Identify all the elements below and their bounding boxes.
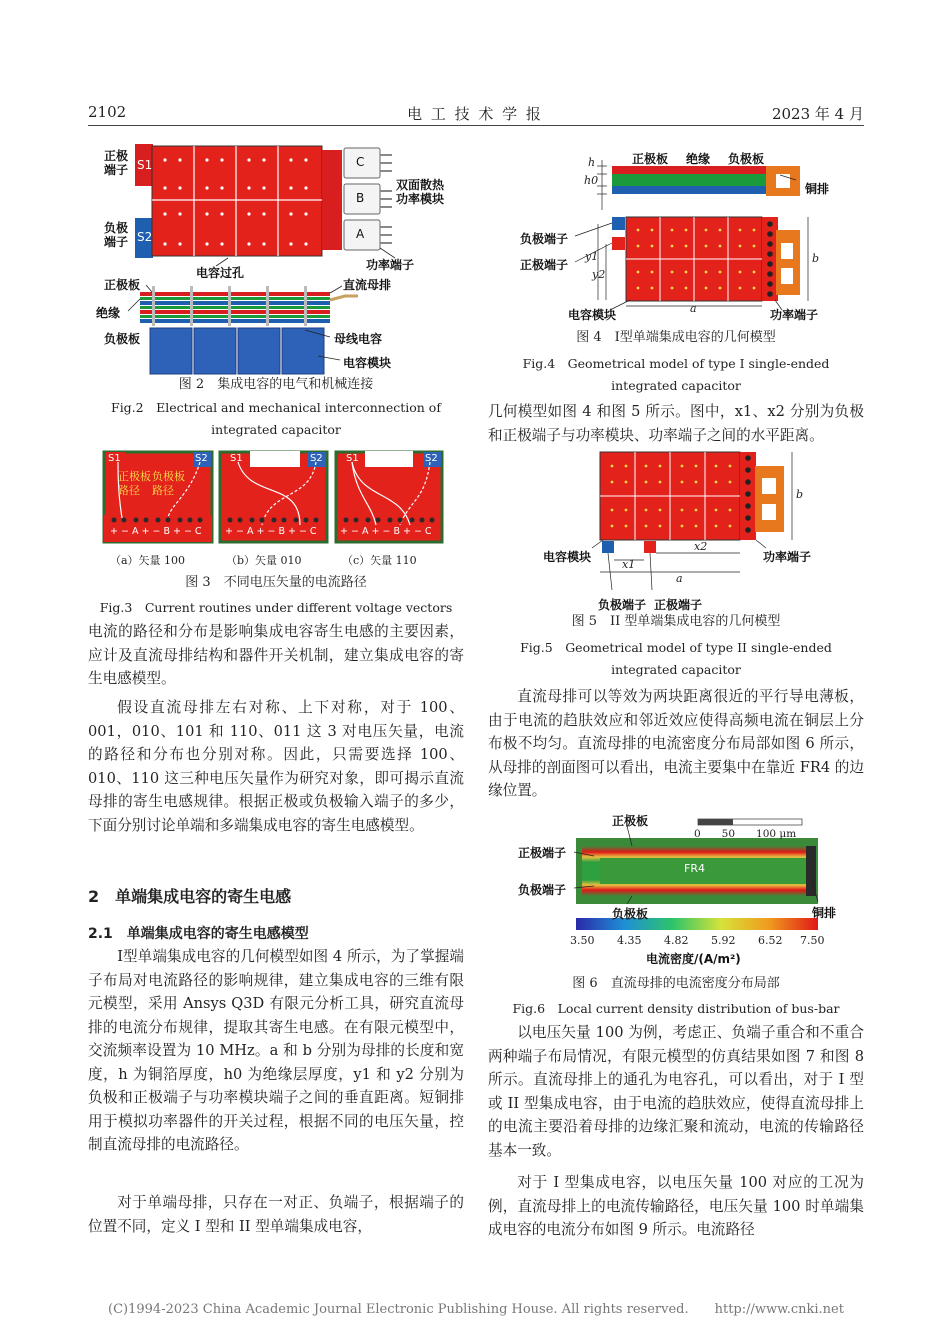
fig4-neg-plate-label: 负极板 xyxy=(728,152,765,166)
fig6-neg-terminal-label: 负极端子 xyxy=(518,883,567,897)
right-paragraph-1: 几何模型如图 4 和图 5 所示。图中，x1、x2 分别为负极和正极端子与功率模块、功率端子之间的水平距离。 xyxy=(488,403,864,444)
fig6-copper-bar-label: 铜排 xyxy=(812,906,837,920)
left-paragraph-2: 假设直流母排左右对称、上下对称，对于 100、001，010、101 和 110、011 这 3 对电压矢量，电流的路径和分布也分别对称。因此，只需要选择 100、010、110 这三种电压矢量作为研究对象，即可揭示直流母排的寄生电感规律。根据正极或负极输入端子的多少，下面分别讨论单端和多端集成电容的寄生电感模型。 xyxy=(88,699,464,834)
fig3-sub-b: （b）矢量 010 xyxy=(226,554,302,567)
fig4-y1-symbol: y1 xyxy=(585,250,599,263)
fig3b-s2: S2 xyxy=(310,453,323,464)
fig2-insulation-label: 绝缘 xyxy=(96,306,121,320)
fig4-h0-symbol: h0 xyxy=(584,174,599,187)
page-number: 2102 xyxy=(88,103,127,121)
double-cooling-label: 双面散热 功率模块 xyxy=(396,178,445,206)
module-c-label: C xyxy=(356,155,365,169)
colorbar-tick: 7.50 xyxy=(800,934,825,947)
power-terminal-label: 功率端子 xyxy=(366,258,415,272)
left-paragraph-3: I型单端集成电容的几何模型如图 4 所示，为了掌握端子布局对电流路径的影响规律，建立集成电容的三维有限元模型，采用 Ansys Q3D 有限元分析工具，研究直流母排的电流分布规律，提取其寄生电感。在有限元模型中，交流频率设置为 10 MHz。a 和 b 分别为母排的长度和宽度，h 为铜箔厚度，h0 为绝缘层厚度，y1 和 y2 分别为负极和正极端子与功率模块端子之间的垂直距离。短铜排用于模拟功率器件的开关过程，根据不同的电压矢量，控制直流母排的电流路径。 xyxy=(88,948,464,1153)
fr4-label: FR4 xyxy=(684,862,705,875)
fig4-h-symbol: h xyxy=(588,156,596,169)
fig3a-terminals: + − A + − B + − C xyxy=(110,526,202,537)
fig2-pos-terminal-label: 正极 端子 xyxy=(104,149,129,177)
module-a-label: A xyxy=(356,227,365,241)
copyright-footer: (C)1994-2023 China Academic Journal Electronic Publishing House. All rights reserved. http://www.cnki.net xyxy=(108,1302,844,1317)
fig3b-terminals: + − A + − B + − C xyxy=(225,526,317,537)
fig5-caption-cn: 图 5 II 型单端集成电容的几何模型 xyxy=(571,614,781,629)
right-paragraph-4: 对于 I 型集成电容，以电压矢量 100 对应的工况为例，直流母排上的电流传输路径，电压矢量 100 时单端集成电容的电流分布如图 9 所示。电流路径 xyxy=(488,1174,864,1238)
section-2-heading: 2 单端集成电容的寄生电感 xyxy=(88,887,292,906)
right-paragraph-3: 以电压矢量 100 为例，考虑正、负端子重合和不重合两种端子布局情况，有限元模型的仿真结果如图 7 和图 8 所示。直流母排上的通孔为电容孔，可以看出，对于 I 型或 II 型集成电容，由于电流的趋肤效应，使得直流母排上的电流主要沿着母排的边缘汇聚和流动，电流的传输路径基本一致。 xyxy=(488,1024,864,1159)
fig5-x1-symbol: x1 xyxy=(622,558,636,571)
fig4-caption-en: Fig.4 Geometrical model of type I single-ended integrated capacitor xyxy=(522,356,830,393)
fig5-b-symbol: b xyxy=(796,488,804,501)
colorbar-label: 电流密度/(A/m²) xyxy=(646,952,741,966)
fig2-s2: S2 xyxy=(137,230,153,244)
fig5-pos-terminal-label: 正极端子 xyxy=(654,598,703,612)
fig2-pos-plate-label: 正极板 xyxy=(104,278,141,292)
bus-cap-label: 母线电容 xyxy=(334,332,383,346)
cap-module-label: 电容模块 xyxy=(343,356,392,370)
fig2-caption-cn: 图 2 集成电容的电气和机械连接 xyxy=(178,377,374,392)
fig6-pos-plate-label: 正极板 xyxy=(612,814,649,828)
fig3a-s1: S1 xyxy=(108,453,121,464)
cap-via-label: 电容过孔 xyxy=(196,266,245,280)
fig2-s1: S1 xyxy=(137,158,153,172)
fig4-caption-cn: 图 4 I型单端集成电容的几何模型 xyxy=(576,330,776,345)
dc-busbar-label: 直流母排 xyxy=(343,278,392,292)
section-2-1-heading: 2.1 单端集成电容的寄生电感模型 xyxy=(88,926,309,942)
issue-date: 2023 年 4 月 xyxy=(771,105,864,123)
colorbar-tick: 6.52 xyxy=(758,934,783,947)
fig3b-s1: S1 xyxy=(230,453,243,464)
fig4-y2-symbol: y2 xyxy=(592,268,606,281)
colorbar-tick: 4.35 xyxy=(617,934,642,947)
fig4-insulation-label: 绝缘 xyxy=(686,152,711,166)
right-paragraph-2: 直流母排可以等效为两块距离很近的平行导电薄板，由于电流的趋肤效应和邻近效应使得高频电流在铜层上分布极不均匀。直流母排的电流密度分布局部如图 6 所示，从母排的剖面图可以看出，电流主要集中在靠近 FR4 的边缘位置。 xyxy=(488,688,864,799)
fig4-pos-terminal-label: 正极端子 xyxy=(520,258,569,272)
fig5-neg-terminal-label: 负极端子 xyxy=(598,598,647,612)
fig3c-terminals: + − A + − B + − C xyxy=(340,526,432,537)
journal-title: 电 工 技 术 学 报 xyxy=(407,105,543,123)
fig3-neg-path-label: 负极板 路径 xyxy=(152,470,185,497)
fig3-sub-a: （a）矢量 100 xyxy=(110,554,186,567)
fig3-caption-en: Fig.3 Current routines under different voltage vectors xyxy=(99,600,453,615)
fig4-a-symbol: a xyxy=(690,302,697,315)
fig3c-s1: S1 xyxy=(346,453,359,464)
fig5-power-terminal-label: 功率端子 xyxy=(763,550,812,564)
fig3-caption-cn: 图 3 不同电压矢量的电流路径 xyxy=(185,575,367,590)
fig3c-s2: S2 xyxy=(425,453,438,464)
fig2-caption-en: Fig.2 Electrical and mechanical interconnection of integrated capacitor xyxy=(111,400,441,437)
fig5-x2-symbol: x2 xyxy=(694,540,708,553)
fig6-neg-plate-label: 负极板 xyxy=(612,907,649,921)
fig4-cap-module-label: 电容模块 xyxy=(568,308,617,322)
fig4-copper-bar-label: 铜排 xyxy=(805,182,830,196)
fig6-caption-en: Fig.6 Local current density distribution of bus-bar xyxy=(512,1001,840,1016)
left-paragraph-4: 对于单端母排，只存在一对正、负端子，根据端子的位置不同，定义 I 型和 II 型单端集成电容， xyxy=(88,1194,464,1235)
fig3-sub-c: （c）矢量 110 xyxy=(342,554,417,567)
fig3a-s2: S2 xyxy=(195,453,208,464)
left-paragraph-1: 电流的路径和分布是影响集成电容寄生电感的主要因素，应计及直流母排结构和器件开关机制，建立集成电容的寄生电感模型。 xyxy=(88,623,464,687)
fig4-pos-plate-label: 正极板 xyxy=(632,152,669,166)
fig5-a-symbol: a xyxy=(676,572,683,585)
module-b-label: B xyxy=(356,191,365,205)
fig4-neg-terminal-label: 负极端子 xyxy=(520,232,569,246)
fig4-power-terminal-label: 功率端子 xyxy=(770,308,819,322)
colorbar-tick: 3.50 xyxy=(570,934,595,947)
fig2-neg-plate-label: 负极板 xyxy=(104,332,141,346)
fig6-caption-cn: 图 6 直流母排的电流密度分布局部 xyxy=(572,976,780,991)
scale-bar-label: 0 50 100 μm xyxy=(694,828,797,840)
fig6-pos-terminal-label: 正极端子 xyxy=(518,846,567,860)
fig5-caption-en: Fig.5 Geometrical model of type II single-ended integrated capacitor xyxy=(520,640,832,677)
fig2-neg-terminal-label: 负极 端子 xyxy=(104,221,129,249)
fig4-b-symbol: b xyxy=(812,252,820,265)
colorbar-tick: 5.92 xyxy=(711,934,736,947)
fig5-cap-module-label: 电容模块 xyxy=(543,550,592,564)
colorbar-tick: 4.82 xyxy=(664,934,689,947)
fig3-pos-path-label: 正极板 路径 xyxy=(118,470,151,497)
